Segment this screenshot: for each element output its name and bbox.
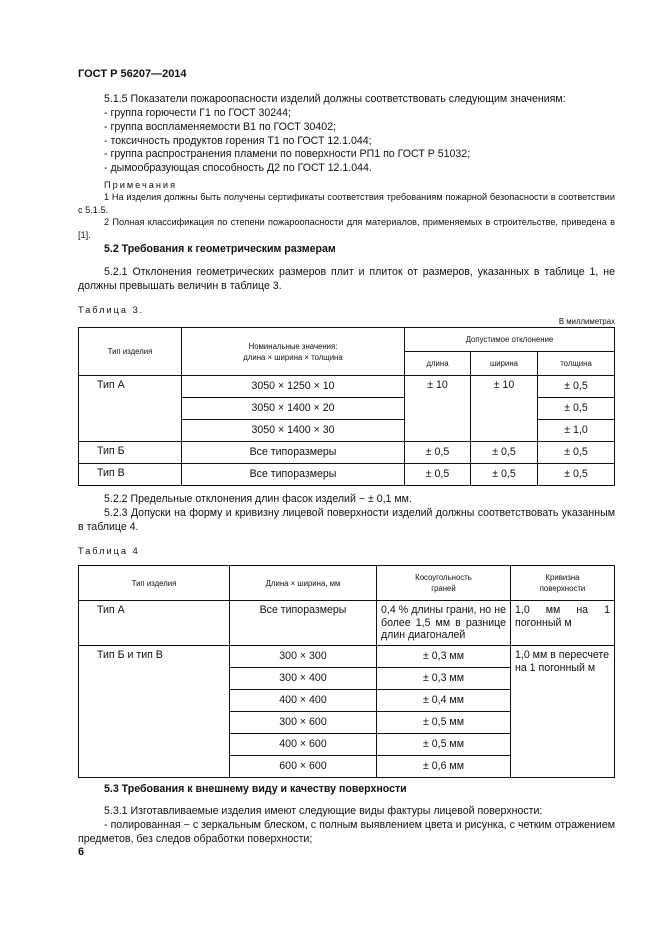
column-header	[377, 566, 511, 601]
clause-5-1-5-intro: 5.1.5 Показатели пожароопасности изделий должны соответствовать следующим значениям:	[104, 93, 566, 105]
table-cell: ± 0,5	[405, 464, 471, 486]
table-3-caption: Таблица 3.	[78, 305, 145, 315]
column-header: Допустимое отклонение	[405, 328, 615, 352]
table-cell: ± 1,0	[538, 420, 615, 442]
column-header: длина	[405, 352, 471, 376]
header-line: поверхности	[539, 584, 586, 593]
column-header: толщина	[538, 352, 615, 376]
clause-5-3-1: 5.3.1 Изготавливаемые изделия имеют следующие виды фактуры лицевой поверхности:	[104, 805, 543, 817]
table-4	[78, 565, 615, 778]
page-number: 6	[78, 846, 85, 858]
table-cell: Тип Б и тип В	[79, 646, 230, 778]
table-cell: 3050 × 1400 × 20	[182, 398, 405, 420]
table-cell: ± 0,5	[471, 442, 538, 464]
note-1: 1 На изделия должны быть получены сертификаты соответствия требованиям пожарной безопасности в соответствии с 5.1.5.	[78, 192, 615, 215]
table-cell: ± 0,5	[538, 442, 615, 464]
header-line: Косоугольность	[415, 573, 472, 582]
table-3	[78, 327, 615, 486]
section-5-2-heading: 5.2 Требования к геометрическим размерам	[104, 243, 336, 255]
clause-list-item: - группа горючести Г1 по ГОСТ 30244;	[104, 107, 291, 119]
column-header: ширина	[471, 352, 538, 376]
table-row	[79, 376, 615, 398]
table-cell: 600 × 600	[230, 756, 377, 778]
header-line: Кривизна	[545, 573, 580, 582]
clause-polished: - полированная − с зеркальным блеском, с полным выявлением цвета и рисунка, с четким отражением предметов, без следов обработки поверхности;	[78, 819, 615, 845]
table-cell: ± 0,5 мм	[377, 712, 511, 734]
table-cell: 3050 × 1400 × 30	[182, 420, 405, 442]
header-line: длина × ширина × толщина	[243, 352, 343, 362]
table-cell: Тип А	[79, 601, 230, 646]
clause-5-2-1: 5.2.1 Отклонения геометрических размеров плит и плиток от размеров, указанных в таблице 1, не должны превышать величин в таблице 3.	[78, 266, 615, 292]
table-cell: ± 0,5	[538, 376, 615, 398]
note-2: 2 Полная классификация по степени пожароопасности для материалов, применяемых в строительстве, приведена в [1].	[78, 217, 615, 240]
table-cell: ± 0,6 мм	[377, 756, 511, 778]
column-header: Тип изделия	[79, 566, 230, 601]
table-cell: ± 10	[405, 376, 471, 442]
table-cell: 300 × 300	[230, 646, 377, 668]
document-code: ГОСТ Р 56207—2014	[78, 68, 187, 80]
section-5-3-heading: 5.3 Требования к внешнему виду и качеству поверхности	[104, 783, 407, 795]
table-cell: 400 × 400	[230, 690, 377, 712]
table-row	[79, 464, 615, 486]
table-cell: ± 0,5	[538, 398, 615, 420]
notes-title: Примечания	[104, 180, 178, 190]
clause-5-2-3: 5.2.3 Допуски на форму и кривизну лицевой поверхности изделий должны соответствовать указанным в таблице 4.	[78, 507, 615, 533]
clause-list-item: - группа воспламеняемости В1 по ГОСТ 30402;	[104, 121, 337, 133]
clause-list-item: - токсичность продуктов горения Т1 по ГОСТ 12.1.044;	[104, 135, 372, 147]
table-cell: Все типоразмеры	[182, 464, 405, 486]
table-cell: Все типоразмеры	[230, 601, 377, 646]
table-cell: Тип А	[79, 376, 182, 442]
table-cell: ± 10	[471, 376, 538, 442]
table-cell: 300 × 600	[230, 712, 377, 734]
header-line: Номинальные значения:	[248, 341, 338, 351]
table-cell: 1,0 мм в пересчете на 1 погонный м	[511, 646, 615, 778]
column-header	[182, 328, 405, 376]
table-row	[79, 328, 615, 352]
clause-5-2-2: 5.2.2 Предельные отклонения длин фасок изделий − ± 0,1 мм.	[104, 493, 412, 505]
table-cell: ± 0,3 мм	[377, 646, 511, 668]
table-cell: Тип Б	[79, 442, 182, 464]
table-cell: ± 0,3 мм	[377, 668, 511, 690]
column-header	[511, 566, 615, 601]
header-line: граней	[431, 584, 456, 593]
table-cell: ± 0,4 мм	[377, 690, 511, 712]
table-3-unit: В миллиметрах	[558, 317, 615, 326]
table-cell: 300 × 400	[230, 668, 377, 690]
table-row	[79, 442, 615, 464]
table-cell: 0,4 % длины грани, но не более 1,5 мм в разнице длин диагоналей	[377, 601, 511, 646]
column-header: Длина × ширина, мм	[230, 566, 377, 601]
column-header: Тип изделия	[79, 328, 182, 376]
table-cell: ± 0,5	[471, 464, 538, 486]
clause-list-item: - дымообразующая способность Д2 по ГОСТ 12.1.044.	[104, 162, 372, 174]
table-cell: Тип В	[79, 464, 182, 486]
table-cell: 400 × 600	[230, 734, 377, 756]
table-cell: 3050 × 1250 × 10	[182, 376, 405, 398]
table-4-caption: Таблица 4	[78, 546, 140, 556]
table-cell: Все типоразмеры	[182, 442, 405, 464]
table-cell: 1,0 мм на 1 погонный м	[511, 601, 615, 646]
table-row	[79, 646, 615, 668]
table-cell: ± 0,5 мм	[377, 734, 511, 756]
clause-list-item: - группа распространения пламени по поверхности РП1 по ГОСТ Р 51032;	[104, 148, 471, 160]
table-row	[79, 566, 615, 601]
table-cell: ± 0,5	[405, 442, 471, 464]
table-cell: ± 0,5	[538, 464, 615, 486]
table-row	[79, 601, 615, 646]
